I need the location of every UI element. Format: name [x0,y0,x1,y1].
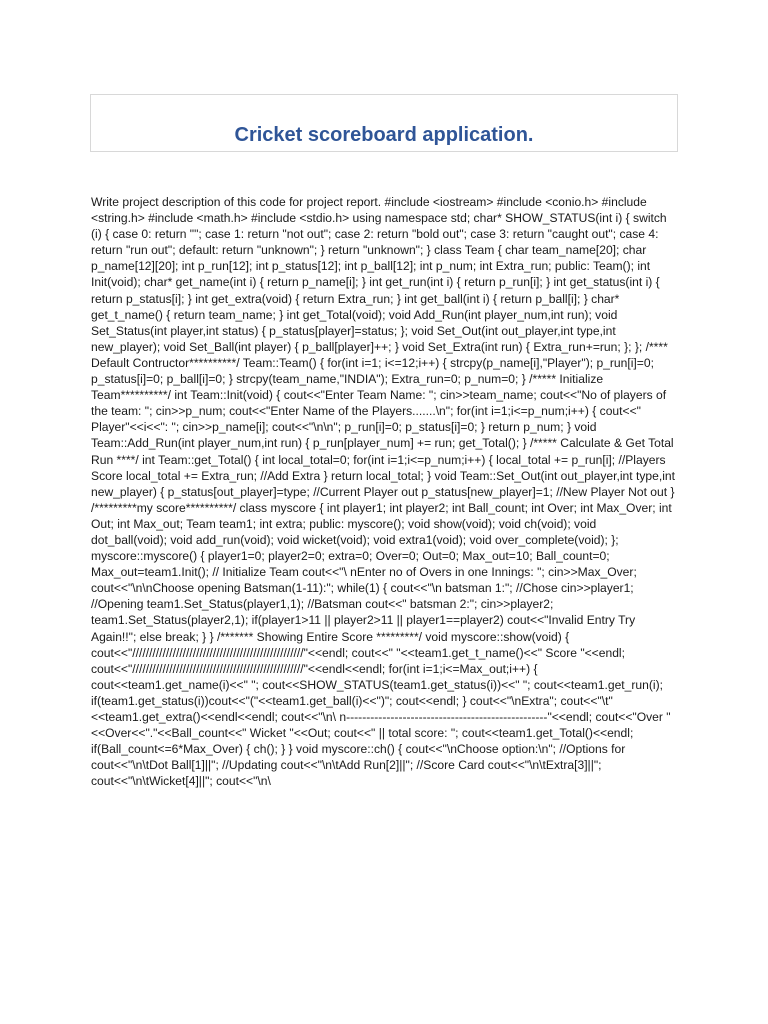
document-body: Write project description of this code for project report. #include <iostream> #include <conio.h> #include <string.h> #include <math.h> #include <stdio.h> using namespace std; char* SHOW_STATUS(int i) { switch (i) { case 0: return ""; case 1: return "not out"; case 2: return "bold out"; case 3: return "caught out"; case 4: return "run out"; default: return "unknown"; } return "unknown"; } class Team { char team_name[20]; char p_name[12][20]; int p_run[12]; int p_status[12]; int p_ball[12]; int p_num; int Extra_run; public: Team(); int Init(void); char* get_name(int i) { return p_name[i]; } int get_run(int i) { return p_run[i]; } int get_status(int i) { return p_status[i]; } int get_extra(void) { return Extra_run; } int get_ball(int i) { return p_ball[i]; } char* get_t_name() { return team_name; } int get_Total(void); void Add_Run(int player_num,int run); void Set_Status(int player,int status) { p_status[player]=status; }; void Set_Out(int out_player,int type,int new_player); void Set_Ball(int player) { p_ball[player]++; } void Set_Extra(int run) { Extra_run+=run; }; }; /**** Default Contructor**********/ Team::Team() { for(int i=1; i<=12;i++) { strcpy(p_name[i],"Player"); p_run[i]=0; p_status[i]=0; p_ball[i]=0; } strcpy(team_name,"INDIA"); Extra_run=0; p_num=0; } /***** Initialize Team**********/ int Team::Init(void) { cout<<"Enter Team Name: "; cin>>team_name; cout<<"No of players of the team: "; cin>>p_num; cout<<"Enter Name of the Players.......\n"; for(int i=1;i<=p_num;i++) { cout<<" Player"<<i<<": "; cin>>p_name[i]; cout<<"\n\n"; p_run[i]=0; p_status[i]=0; } return p_num; } void Team::Add_Run(int player_num,int run) { p_run[player_num] += run; get_Total(); } /***** Calculate & Get Total Run ****/ int Team::get_Total() { int local_total=0; for(int i=1;i<=p_num;i++) { local_total += p_run[i]; //Players Score local_total += Extra_run; //Add Extra } return local_total; } void Team::Set_Out(int out_player,int type,int new_player) { p_status[out_player]=type; //Current Player out p_status[new_player]=1; //New Player Not out } /*********my score**********/ class myscore { int player1; int player2; int Ball_count; int Over; int Max_Over; int Out; int Max_out; Team team1; int extra; public: myscore(); void show(void); void ch(void); void dot_ball(void); void add_run(void); void wicket(void); void extra1(void); void over_complete(void); }; myscore::myscore() { player1=0; player2=0; extra=0; Over=0; Out=0; Max_out=10; Ball_count=0; Max_out=team1.Init(); // Initialize Team cout<<"\ nEnter no of Overs in one Innings: "; cin>>Max_Over; cout<<"\n\nChoose opening Batsman(1-11):"; while(1) { cout<<"\n batsman 1:"; //Chose cin>>player1; //Opening team1.Set_Status(player1,1); //Batsman cout<<" batsman 2:"; cin>>player2; team1.Set_Status(player2,1); if(player1>11 || player2>11 || player1==player2) cout<<"Invalid Entry Try Again!!"; else break; } } /******* Showing Entire Score *********/ void myscore::show(void) { cout<<"///////////////////////////////////////////////////"<<endl; cout<<" "<<team1.get_t_name()<<" Score "<<endl; cout<<"///////////////////////////////////////////////////"<<endl<<endl; for(int i=1;i<=Max_out;i++) { cout<<team1.get_name(i)<<" "; cout<<SHOW_STATUS(team1.get_status(i))<<" "; cout<<team1.get_run(i); if(team1.get_status(i))cout<<"("<<team1.get_ball(i)<<")"; cout<<endl; } cout<<"\nExtra"; cout<<"\t"<<team1.get_extra()<<endl<<endl; cout<<"\n\ n--------------------------------------------------"<<endl; cout<<"Over "<<Over<<"."<<Ball_count<<" Wicket "<<Out; cout<<" || total score: "; cout<<team1.get_Total()<<endl; if(Ball_count<=6*Max_Over) { ch(); } } void myscore::ch() { cout<<"\nChoose option:\n"; //Options for cout<<"\n\tDot Ball[1]||"; //Updating cout<<"\n\tAdd Run[2]||"; //Score Card cout<<"\n\tExtra[3]||"; cout<<"\n\tWicket[4]||"; cout<<"\n\ [91,195,675,789]
title-box [90,94,678,152]
document-title: Cricket scoreboard application. [234,124,534,146]
